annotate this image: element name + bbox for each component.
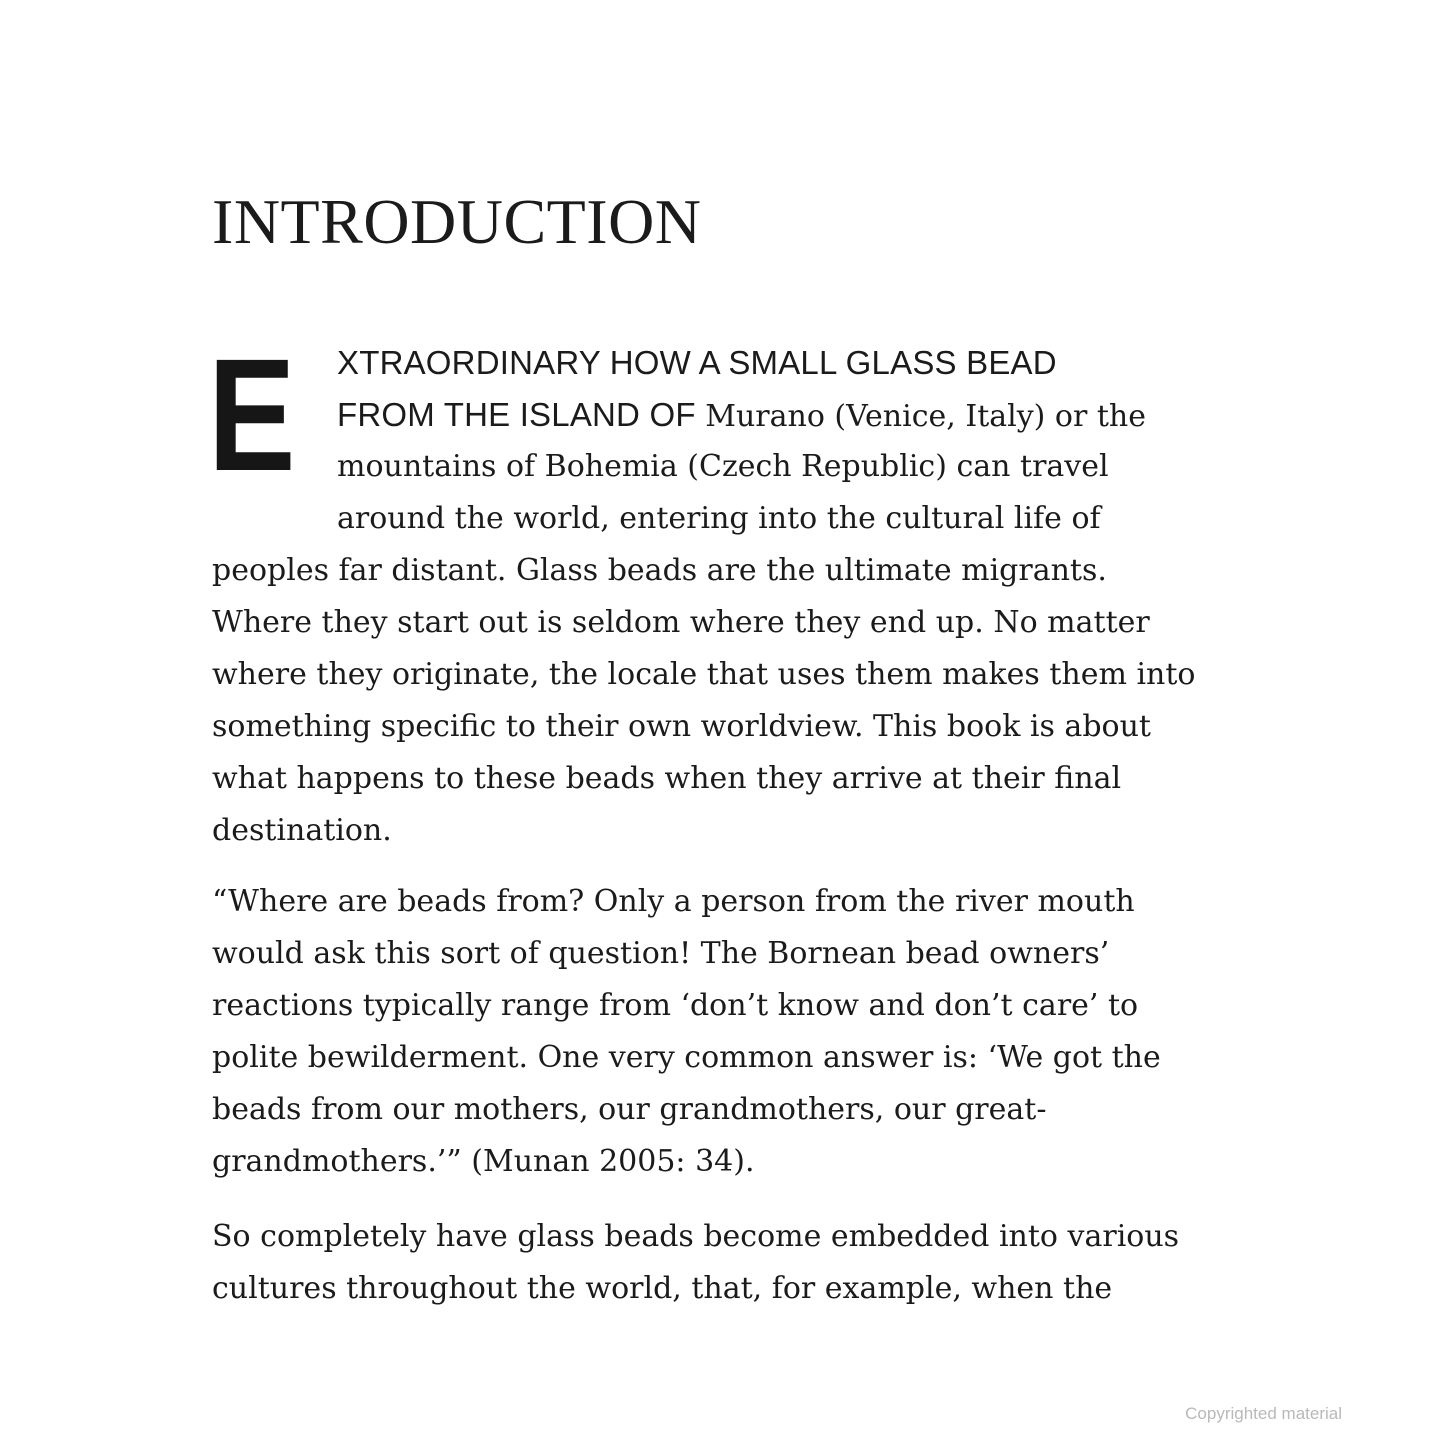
text-span: cultures throughout the world, that, for example, when the [212,1271,1113,1306]
body-text [208,325,1247,1315]
text-span: “Where are beads from? Only a person from the river mouth [212,884,1135,919]
paragraph-3 [212,1211,1247,1315]
text-span: destination. [212,813,392,848]
text-line [212,493,1247,545]
text-line [212,337,1247,389]
text-span: where they originate, the locale that uses them makes them into [212,657,1196,692]
text-line [212,980,1247,1032]
text-span: would ask this sort of question! The Bornean bead owners’ [212,936,1110,971]
text-span: around the world, entering into the cultural life of [337,501,1101,536]
text-line [212,1263,1247,1315]
text-line [212,876,1247,928]
paragraph-1 [212,337,1247,857]
leadin-caps: FROM THE ISLAND OF [337,396,696,433]
text-line [212,649,1247,701]
text-line [212,928,1247,980]
text-span: polite bewilderment. One very common answer is: ‘We got the [212,1040,1161,1075]
text-line [212,805,1247,857]
text-line [212,1136,1247,1188]
text-line [212,545,1247,597]
text-span: Murano (Venice, Italy) or the [705,399,1146,434]
text-line [212,441,1247,493]
text-line [212,1032,1247,1084]
text-span: beads from our mothers, our grandmothers, our great- [212,1092,1047,1127]
text-span: So completely have glass beads become embedded into various [212,1219,1180,1254]
text-line [212,389,1247,441]
leadin-caps: XTRAORDINARY HOW A SMALL GLASS BEAD [337,344,1057,381]
paragraph-2 [212,876,1247,1188]
text-line [212,1211,1247,1263]
text-span: what happens to these beads when they arrive at their final [212,761,1122,796]
text-line [212,753,1247,805]
text-span: grandmothers.’” (Munan 2005: 34). [212,1144,755,1179]
text-span: peoples far distant. Glass beads are the ultimate migrants. [212,553,1107,588]
text-line [212,701,1247,753]
text-line [212,1084,1247,1136]
text-span: reactions typically range from ‘don’t know and don’t care’ to [212,988,1139,1023]
text-span: Where they start out is seldom where they end up. No matter [212,605,1150,640]
text-span: something specific to their own worldview. This book is about [212,709,1151,744]
copyright-watermark: Copyrighted material [1185,1404,1342,1423]
drop-cap-letter: E [208,325,296,504]
text-span: mountains of Bohemia (Czech Republic) can travel [337,449,1109,484]
chapter-title: INTRODUCTION [212,186,702,257]
text-line [212,597,1247,649]
